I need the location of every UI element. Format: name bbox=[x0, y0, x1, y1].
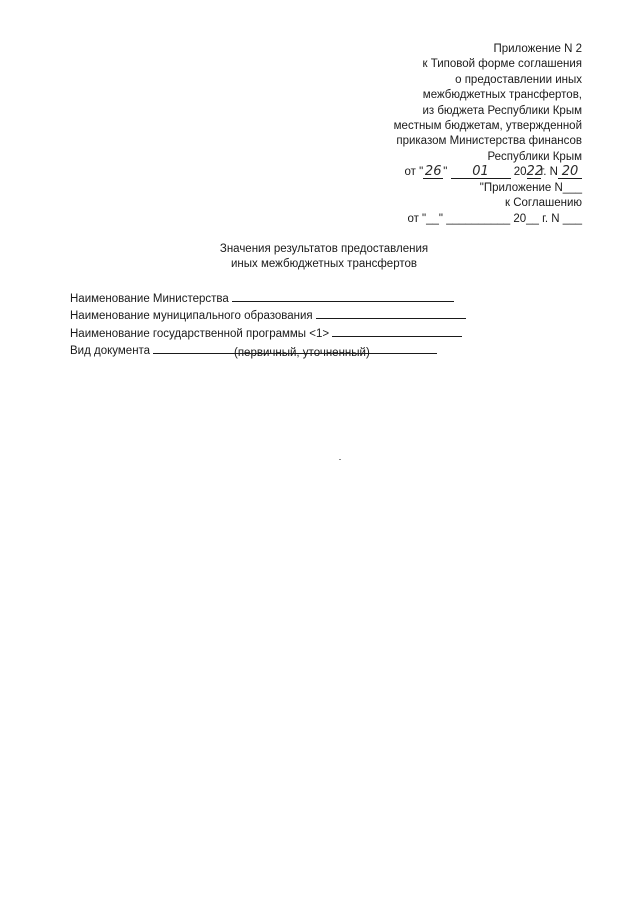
ministry-field bbox=[70, 290, 466, 307]
date-prefix: от " bbox=[404, 166, 424, 179]
municipality-field bbox=[70, 307, 466, 324]
header-line: местным бюджетам, утвержденной bbox=[393, 120, 582, 133]
program-field bbox=[70, 325, 466, 342]
header-date-line bbox=[394, 165, 582, 180]
header-line: Приложение N 2 bbox=[493, 43, 582, 55]
program-blank bbox=[332, 325, 462, 337]
header-line: межбюджетных трансфертов, bbox=[422, 89, 582, 102]
header-line: из бюджета Республики Крым bbox=[422, 104, 582, 117]
scan-speck bbox=[339, 459, 341, 460]
doc-type-note: (первичный, уточненный) bbox=[234, 347, 370, 359]
document-title bbox=[0, 242, 640, 273]
ministry-label: Наименование Министерства bbox=[70, 293, 229, 305]
header-line: к Типовой форме соглашения bbox=[422, 58, 582, 71]
header-line: Республики Крым bbox=[487, 150, 582, 163]
municipality-label: Наименование муниципального образования bbox=[70, 310, 313, 323]
attachment-line-1: "Приложение N___ bbox=[479, 182, 582, 194]
attachment-line-3: от "__" __________ 20__ г. N ___ bbox=[407, 212, 582, 225]
date-number-label: г. N bbox=[540, 166, 558, 179]
attachment-line-2: к Соглашению bbox=[505, 197, 582, 210]
title-line-2: иных межбюджетных трансфертов bbox=[231, 258, 417, 271]
attachment-header bbox=[407, 181, 582, 227]
header-line: о предоставлении иных bbox=[455, 73, 582, 86]
date-year-handwritten: 22 bbox=[526, 164, 544, 180]
date-day-handwritten: 26 bbox=[424, 164, 442, 180]
date-quote: " bbox=[443, 166, 448, 179]
approval-header bbox=[394, 42, 582, 181]
title-line-1: Значения результатов предоставления bbox=[219, 243, 429, 255]
ministry-blank bbox=[232, 290, 454, 302]
header-line: приказом Министерства финансов bbox=[396, 135, 582, 148]
date-number-handwritten: 20 bbox=[558, 166, 582, 179]
municipality-blank bbox=[316, 307, 466, 319]
program-label: Наименование государственной программы <1> bbox=[70, 327, 330, 340]
date-year-prefix: 20 bbox=[513, 166, 527, 179]
date-month-handwritten: 01 bbox=[451, 166, 511, 179]
doc-type-label: Вид документа bbox=[70, 345, 151, 358]
